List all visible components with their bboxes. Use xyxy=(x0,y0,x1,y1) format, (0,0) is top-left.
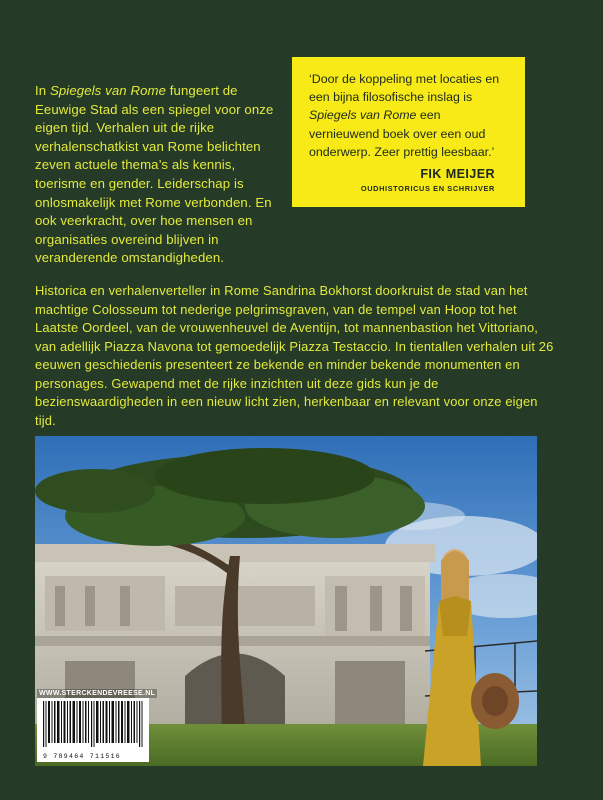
quote-author: FIK MEIJER xyxy=(420,167,495,182)
isbn-number: 9 789464 711516 xyxy=(43,753,122,760)
barcode-bars xyxy=(41,701,145,747)
review-quote-text xyxy=(309,70,509,161)
quote-book-title: Spiegels van Rome xyxy=(309,108,417,123)
publisher-website: WWW.STERCKENDEVREESE.NL xyxy=(39,690,156,697)
intro-book-title: Spiegels van Rome xyxy=(49,83,167,98)
quote-part-1: ‘Door de koppeling met locaties en een bijna filosofische inslag is xyxy=(309,72,500,105)
isbn-barcode xyxy=(37,698,149,762)
intro-paragraph xyxy=(35,82,280,268)
intro-text: fungeert de Eeuwige Stad als een spiegel voor onze eigen tijd. Verhalen uit de rijke verhalenschatkist van Rome belichten zeven actuele thema’s als kennis, toerisme en gender. Leiderschap is onlosmakelijk met Rome verbonden. En ook veerkracht, over hoe mensen en organisaties overeind blijven in veranderende omstandigheden. xyxy=(35,83,274,266)
quote-author-role: OUDHISTORICUS EN SCHRIJVER xyxy=(360,184,495,194)
description-paragraph: Historica en verhalenverteller in Rome Sandrina Bokhorst doorkruist de stad van het machtige Colosseum tot nederige pelgrimsgraven, van de tempel van Hoop tot het Laatste Oordeel, van de vrouwenheuvel de Aventijn, tot mannenbastion het Vittoriano, van adellijk Piazza Navona tot gemoedelijk Piazza Testaccio. In tientallen verhalen uit 26 eeuwen geschiedenis presenteert ze bekende en minder bekende monumenten en personages. Gewapend met de rijke inzichten uit deze gids kun je de bezienswaardigheden in een nieuw licht zien, herkenbaar en relevant voor onze eigen tijd. xyxy=(35,283,554,428)
review-quote-box xyxy=(292,57,525,207)
intro-prefix: In xyxy=(35,83,50,98)
quote-part-2: een vernieuwend boek over een oud onderwerp. Zeer prettig leesbaar.’ xyxy=(309,108,495,159)
